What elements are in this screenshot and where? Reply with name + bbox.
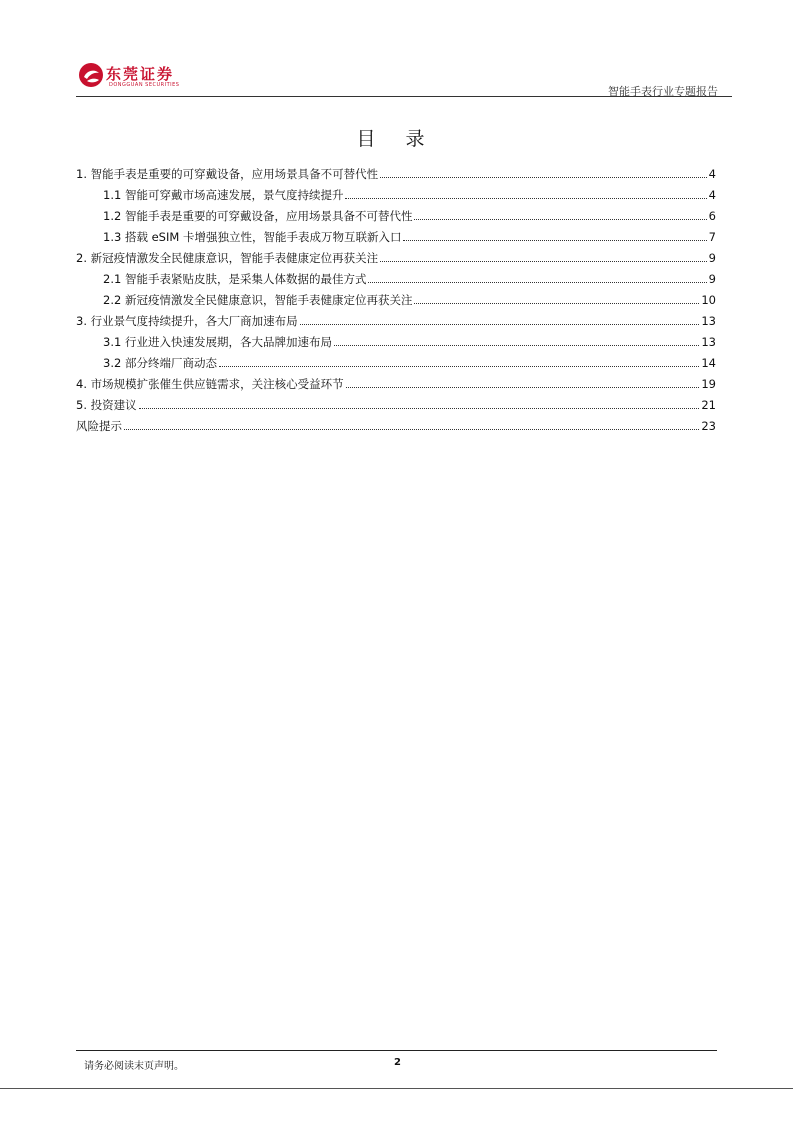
toc-leader xyxy=(300,324,700,325)
toc-entry-title: 3.1 行业进入快速发展期，各大品牌加速布局 xyxy=(103,335,332,349)
toc-entry-page: 19 xyxy=(701,377,716,391)
toc-leader xyxy=(368,282,706,283)
toc-leader xyxy=(124,429,699,430)
toc-entry-title: 2.1 智能手表紧贴皮肤，是采集人体数据的最佳方式 xyxy=(103,272,367,286)
toc-leader xyxy=(334,345,699,346)
toc-entry[interactable] xyxy=(76,412,716,433)
toc-entry-page: 13 xyxy=(701,314,716,328)
toc-entry-page: 6 xyxy=(708,209,716,223)
header-divider xyxy=(76,96,732,97)
page-bottom-divider xyxy=(0,1088,793,1089)
toc-entry[interactable] xyxy=(76,349,716,370)
toc-entry[interactable] xyxy=(76,160,716,181)
page-number: 2 xyxy=(394,1057,401,1068)
disclaimer-note: 请务必阅读末页声明。 xyxy=(84,1061,184,1072)
toc-entry[interactable] xyxy=(76,328,716,349)
toc-entry[interactable] xyxy=(76,370,716,391)
logo-text: 东莞证券 xyxy=(106,65,175,83)
logo-icon xyxy=(78,62,104,88)
company-logo xyxy=(78,60,198,92)
toc-leader xyxy=(403,240,706,241)
toc-leader xyxy=(139,408,700,409)
toc-leader xyxy=(380,261,707,262)
toc-title: 目 录 xyxy=(356,128,437,150)
logo-subtext: DONGGUAN SECURITIES xyxy=(109,82,180,88)
toc-entry-title: 1. 智能手表是重要的可穿戴设备，应用场景具备不可替代性 xyxy=(76,167,379,181)
page-header xyxy=(76,58,732,98)
toc-entry-title: 风险提示 xyxy=(76,419,122,433)
toc-entry-page: 9 xyxy=(708,251,716,265)
toc-entry[interactable] xyxy=(76,181,716,202)
toc-entry[interactable] xyxy=(76,265,716,286)
toc-entry[interactable] xyxy=(76,307,716,328)
toc-entry-title: 1.2 智能手表是重要的可穿戴设备，应用场景具备不可替代性 xyxy=(103,209,413,223)
toc-entry-page: 21 xyxy=(701,398,716,412)
toc-entry[interactable] xyxy=(76,286,716,307)
toc-leader xyxy=(346,387,700,388)
toc-leader xyxy=(414,303,699,304)
toc-entry-page: 4 xyxy=(708,188,716,202)
toc-entry-page: 9 xyxy=(708,272,716,286)
toc-entry[interactable] xyxy=(76,391,716,412)
toc-entry-page: 13 xyxy=(701,335,716,349)
toc-entry[interactable] xyxy=(76,244,716,265)
toc-entry-page: 10 xyxy=(701,293,716,307)
toc-leader xyxy=(345,198,706,199)
toc-entry-page: 7 xyxy=(708,230,716,244)
toc-entry-title: 2.2 新冠疫情激发全民健康意识，智能手表健康定位再获关注 xyxy=(103,293,413,307)
toc-leader xyxy=(380,177,707,178)
toc-entry-title: 3. 行业景气度持续提升，各大厂商加速布局 xyxy=(76,314,298,328)
toc-entry[interactable] xyxy=(76,202,716,223)
toc-entry-title: 2. 新冠疫情激发全民健康意识，智能手表健康定位再获关注 xyxy=(76,251,379,265)
toc-entry-page: 23 xyxy=(701,419,716,433)
toc-entry-title: 3.2 部分终端厂商动态 xyxy=(103,356,217,370)
report-type: 智能手表行业专题报告 xyxy=(608,85,718,98)
toc-entry-title: 1.1 智能可穿戴市场高速发展，景气度持续提升 xyxy=(103,188,344,202)
toc-entry-page: 4 xyxy=(708,167,716,181)
table-of-contents xyxy=(76,160,716,433)
footer-divider xyxy=(76,1050,717,1051)
toc-entry-title: 4. 市场规模扩张催生供应链需求，关注核心受益环节 xyxy=(76,377,344,391)
toc-entry-page: 14 xyxy=(701,356,716,370)
toc-entry-title: 1.3 搭载 eSIM 卡增强独立性，智能手表成万物互联新入口 xyxy=(103,230,402,244)
toc-leader xyxy=(414,219,706,220)
toc-entry[interactable] xyxy=(76,223,716,244)
toc-leader xyxy=(219,366,699,367)
toc-entry-title: 5. 投资建议 xyxy=(76,398,137,412)
